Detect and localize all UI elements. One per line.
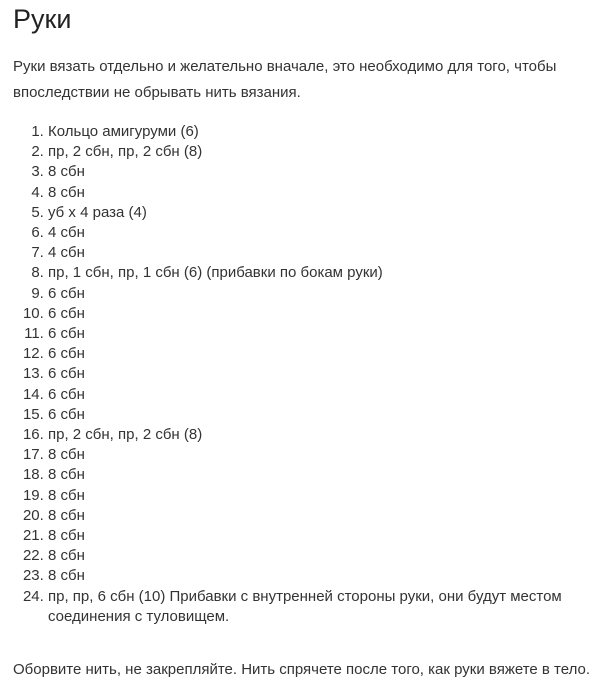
step-item: 20. 8 сбн	[48, 506, 591, 526]
step-item: 6. 4 сбн	[48, 223, 591, 243]
step-item: 4. 8 сбн	[48, 183, 591, 203]
step-item: 8. пр, 1 сбн, пр, 1 сбн (6) (прибавки по бокам руки)	[48, 263, 591, 283]
step-item: 24. пр, пр, 6 сбн (10) Прибавки с внутренней стороны руки, они будут местом соединения с туловищем.	[48, 587, 591, 627]
step-item: 12. 6 сбн	[48, 344, 591, 364]
step-item: 14. 6 сбн	[48, 385, 591, 405]
intro-paragraph: Руки вязать отдельно и желательно вначале, это необходимо для того, чтобы впоследствии не обрывать нить вязания.	[13, 58, 557, 101]
step-item: 9. 6 сбн	[48, 284, 591, 304]
step-item: 17. 8 сбн	[48, 445, 591, 465]
step-item: 22. 8 сбн	[48, 546, 591, 566]
step-item: 1. Кольцо амигуруми (6)	[48, 122, 591, 142]
step-item: 16. пр, 2 сбн, пр, 2 сбн (8)	[48, 425, 591, 445]
step-item: 19. 8 сбн	[48, 486, 591, 506]
step-item: 2. пр, 2 сбн, пр, 2 сбн (8)	[48, 142, 591, 162]
step-item: 21. 8 сбн	[48, 526, 591, 546]
step-item: 5. уб х 4 раза (4)	[48, 203, 591, 223]
step-item: 10. 6 сбн	[48, 304, 591, 324]
step-item: 13. 6 сбн	[48, 364, 591, 384]
outro-paragraph: Оборвите нить, не закрепляйте. Нить спрячете после того, как руки вяжете в тело.	[13, 661, 591, 679]
step-item: 15. 6 сбн	[48, 405, 591, 425]
step-item: 11. 6 сбн	[48, 324, 591, 344]
article-content	[13, 0, 591, 683]
step-item: 18. 8 сбн	[48, 465, 591, 485]
step-item: 7. 4 сбн	[48, 243, 591, 263]
step-item: 3. 8 сбн	[48, 162, 591, 182]
section-title: Руки	[13, 4, 72, 34]
step-item: 23. 8 сбн	[48, 566, 591, 586]
steps-list	[13, 122, 591, 627]
